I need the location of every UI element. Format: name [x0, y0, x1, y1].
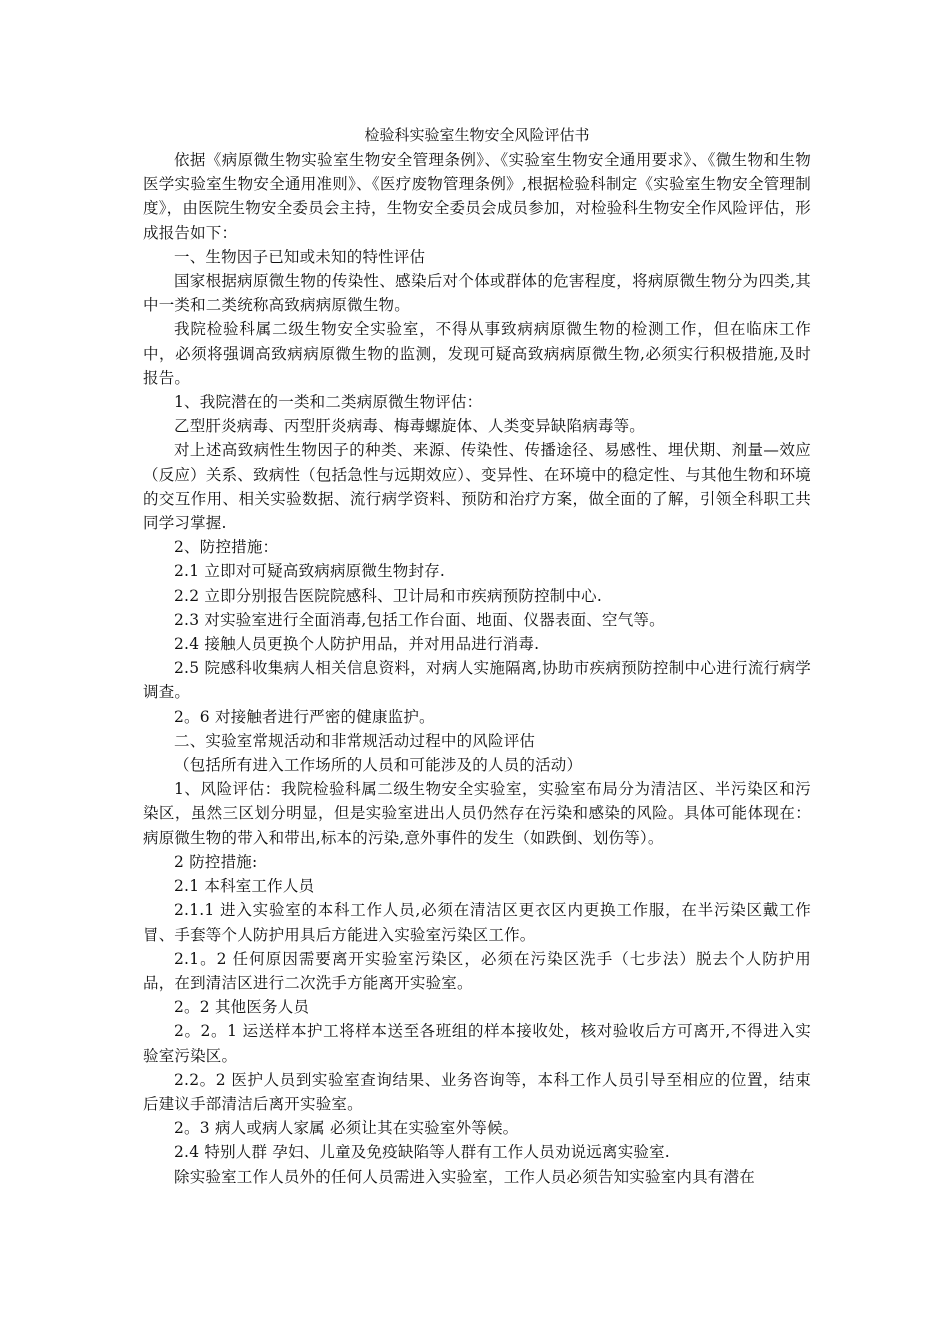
list-item: 2。6 对接触者进行严密的健康监护。	[174, 707, 435, 726]
section-heading: 一、生物因子已知或未知的特性评估	[174, 247, 426, 266]
list-item: 2。3 病人或病人家属 必须让其在实验室外等候。	[174, 1119, 519, 1138]
document-page	[143, 122, 811, 1189]
list-item: 2.1 立即对可疑高致病病原微生物封存.	[174, 562, 446, 581]
section-heading: 二、实验室常规活动和非常规活动过程中的风险评估	[174, 731, 536, 750]
paragraph: 我院检验科属二级生物安全实验室，不得从事致病病原微生物的检测工作，但在临床工作中，必须将强调高致病病原微生物的监测，发现可疑高致病病原微生物,必须实行积极措施,及时报告。	[143, 320, 811, 387]
list-item: 2.5 院感科收集病人相关信息资料，对病人实施隔离,协助市疾病预防控制中心进行流行病学调查。	[143, 659, 811, 702]
list-item: 2.4 接触人员更换个人防护用品，并对用品进行消毒.	[174, 635, 540, 654]
paragraph: 除实验室工作人员外的任何人员需进入实验室，工作人员必须告知实验室内具有潜在	[174, 1167, 755, 1186]
subsection-heading: 2 防控措施:	[174, 852, 258, 871]
section-note: （包括所有进入工作场所的人员和可能涉及的人员的活动）	[174, 756, 583, 775]
list-item: 2。2。1 运送样本护工将样本送至各班组的样本接收处，核对验收后方可离开,不得进入实验室污染区。	[143, 1022, 811, 1065]
paragraph: 国家根据病原微生物的传染性、感染后对个体或群体的危害程度，将病原微生物分为四类,其中一类和二类统称高致病病原微生物。	[143, 272, 811, 315]
list-item: 2.1.1 进入实验室的本科工作人员,必须在清洁区更衣区内更换工作服，在半污染区戴工作冒、手套等个人防护用具后方能进入实验室污染区工作。	[143, 901, 811, 944]
list-item: 2.1。2 任何原因需要离开实验室污染区，必须在污染区洗手（七步法）脱去个人防护用品，在到清洁区进行二次洗手方能离开实验室。	[143, 949, 811, 992]
list-item: 2.2 立即分别报告医院院感科、卫计局和市疾病预防控制中心.	[174, 586, 603, 605]
list-item: 2。2 其他医务人员	[174, 998, 310, 1017]
document-body	[143, 148, 811, 1189]
paragraph: 1、风险评估：我院检验科属二级生物安全实验室，实验室布局分为清洁区、半污染区和污染区，虽然三区划分明显，但是实验室进出人员仍然存在污染和感染的风险。具体可能体现在：病原微生物的带入和带出,标本的污染,意外事件的发生（如跌倒、划伤等）。	[143, 780, 811, 847]
subsection-heading: 1、我院潜在的一类和二类病原微生物评估：	[174, 393, 483, 412]
list-item: 2.1 本科室工作人员	[174, 877, 315, 896]
paragraph: 对上述高致病性生物因子的种类、来源、传染性、传播途径、易感性、埋伏期、剂量—效应（反应）关系、致病性（包括急性与远期效应）、变异性、在环境中的稳定性、与其他生物和环境的交互作用、相关实验数据、流行病学资料、预防和治疗方案，做全面的了解，引领全科职工共同学习掌握.	[143, 441, 811, 533]
list-item: 2.4 特别人群 孕妇、儿童及免疫缺陷等人群有工作人员劝说远离实验室.	[174, 1143, 670, 1162]
list-item: 2.2。2 医护人员到实验室查询结果、业务咨询等，本科工作人员引导至相应的位置，结束后建议手部清洁后离开实验室。	[143, 1070, 811, 1113]
list-item: 2.3 对实验室进行全面消毒,包括工作台面、地面、仪器表面、空气等。	[174, 610, 665, 629]
document-title: 检验科实验室生物安全风险评估书	[364, 126, 590, 144]
paragraph: 依据《病原微生物实验室生物安全管理条例》、《实验室生物安全通用要求》、《微生物和生物医学实验室生物安全通用准则》、《医疗废物管理条例》,根据检验科制定《实验室生物安全管理制度》，由医院生物安全委员会主持，生物安全委员会成员参加，对检验科生物安全作风险评估，形成报告如下：	[143, 151, 811, 242]
subsection-heading: 2、防控措施：	[174, 538, 279, 557]
paragraph: 乙型肝炎病毒、丙型肝炎病毒、梅毒螺旋体、人类变异缺陷病毒等。	[174, 417, 646, 436]
